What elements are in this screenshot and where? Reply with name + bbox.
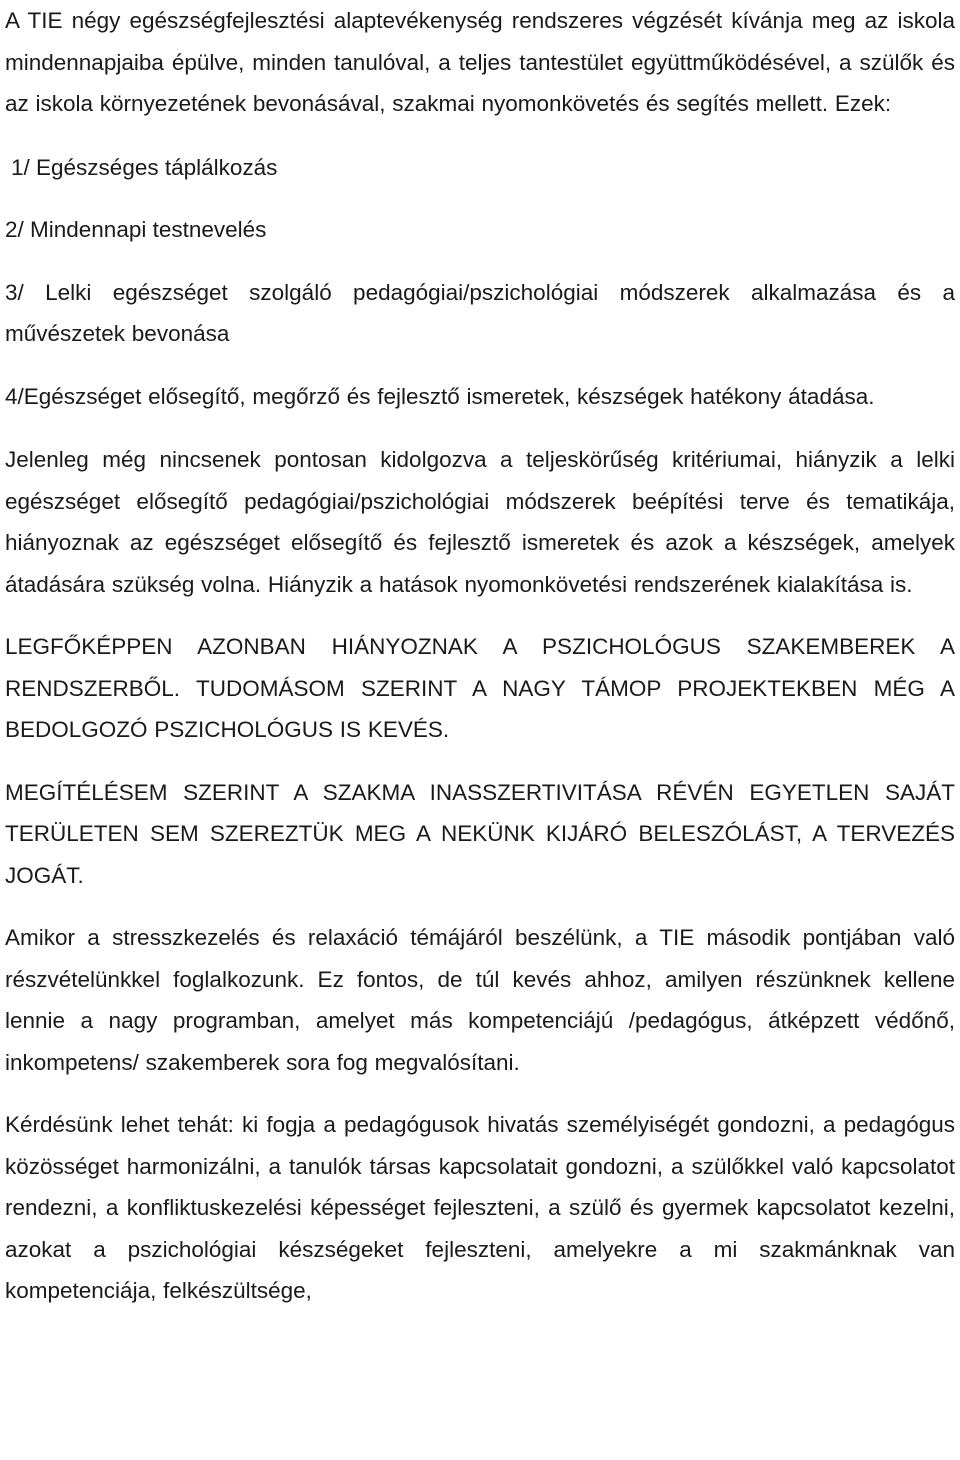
body-paragraph-5: Kérdésünk lehet tehát: ki fogja a pedagógusok hivatás személyiségét gondozni, a pedagógus közösséget harmonizálni, a tanulók társas kapcsolatait gondozni, a szülőkkel való kapcsolatot rendezni, a konfliktuskezelési képességet fejleszteni, a szülő és gyermek kapcsolatot kezelni, azokat a pszichológiai készségeket fejleszteni, amelyekre a mi szakmánknak van kompetenciája, felkészültsége, xyxy=(5,1112,955,1303)
intro-paragraph: A TIE négy egészségfejlesztési alaptevékenység rendszeres végzését kívánja meg az iskola mindennapjaiba épülve, minden tanulóval, a teljes tantestület együttműködésével, a szülők és az iskola környezetének bevonásával, szakmai nyomonkövetés és segítés mellett. Ezek: xyxy=(5,8,955,116)
list-item-1: 1/ Egészséges táplálkozás xyxy=(11,154,278,180)
body-paragraph-3: MEGÍTÉLÉSEM SZERINT A SZAKMA INASSZERTIVITÁSA RÉVÉN EGYETLEN SAJÁT TERÜLETEN SEM SZEREZTÜK MEG A NEKÜNK KIJÁRÓ BELESZÓLÁST, A TERVEZÉS JOGÁT. xyxy=(5,779,955,888)
body-paragraph-4: Amikor a stresszkezelés és relaxáció témájáról beszélünk, a TIE második pontjában való részvételünkkel foglalkozunk. Ez fontos, de túl kevés ahhoz, amilyen részünknek kellene lennie a nagy programban, amelyet más kompetenciájú /pedagógus, átképzett védőnő, inkompetens/ szakemberek sora fog megvalósítani. xyxy=(5,925,955,1075)
list-item-3: 3/ Lelki egészséget szolgáló pedagógiai/pszichológiai módszerek alkalmazása és a művészetek bevonása xyxy=(5,279,955,346)
list-item-4: 4/Egészséget elősegítő, megőrző és fejlesztő ismeretek, készségek hatékony átadása. xyxy=(5,383,875,409)
body-paragraph-1: Jelenleg még nincsenek pontosan kidolgozva a teljeskörűség kritériumai, hiányzik a lelki egészséget elősegítő pedagógiai/pszichológiai módszerek beépítési terve és tematikája, hiányoznak az egészséget elősegítő és fejlesztő ismeretek és azok a készségek, amelyek átadására szükség volna. Hiányzik a hatások nyomonkövetési rendszerének kialakítása is. xyxy=(5,447,955,597)
list-item-2: 2/ Mindennapi testnevelés xyxy=(5,217,267,242)
body-paragraph-2: LEGFŐKÉPPEN AZONBAN HIÁNYOZNAK A PSZICHOLÓGUS SZAKEMBEREK A RENDSZERBŐL. TUDOMÁSOM SZERINT A NAGY TÁMOP PROJEKTEKBEN MÉG A BEDOLGOZÓ PSZICHOLÓGUS IS KEVÉS. xyxy=(5,634,955,742)
document-page xyxy=(5,0,955,1312)
